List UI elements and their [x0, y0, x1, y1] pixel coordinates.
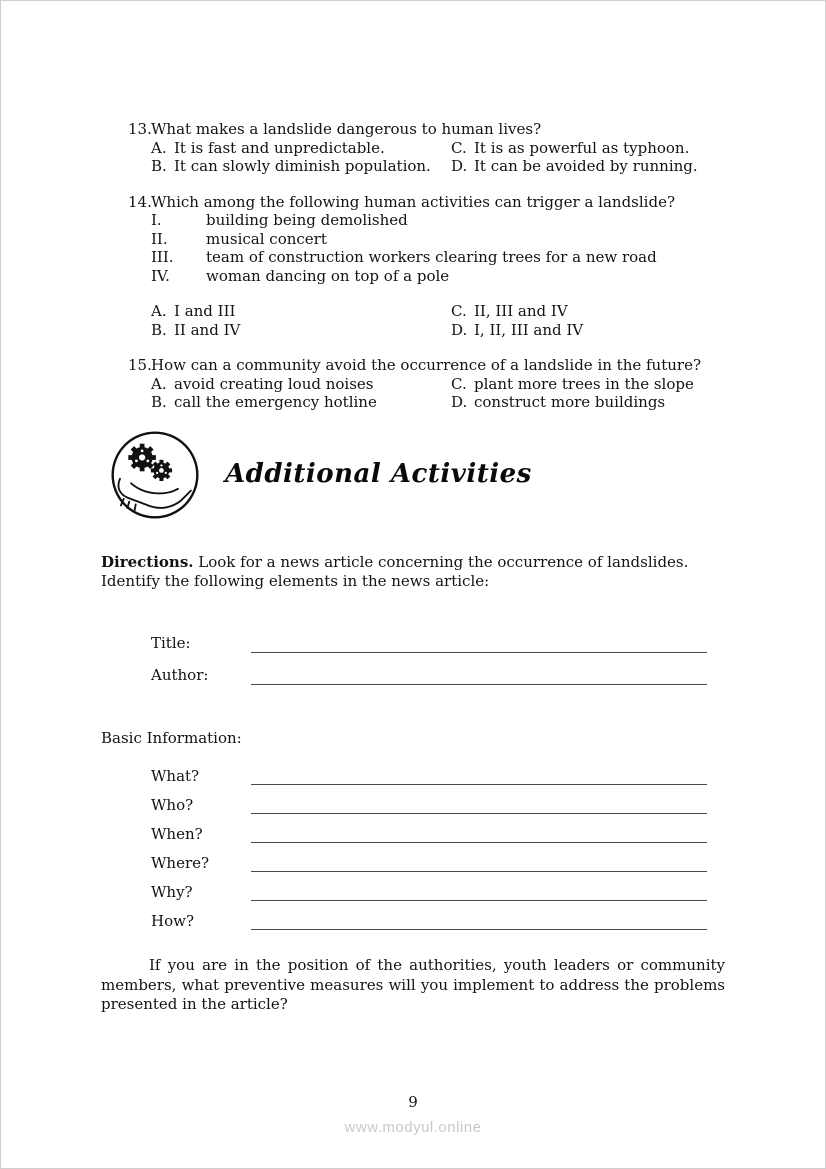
option-c-label: C.	[451, 302, 467, 320]
when-row	[151, 823, 707, 843]
item-i-label: I.	[151, 211, 162, 229]
option-a-label: A.	[151, 302, 167, 320]
question-14-items	[151, 211, 725, 285]
who-label: Who?	[151, 795, 194, 814]
author-label: Author:	[151, 666, 209, 684]
basic-information-label: Basic Information:	[101, 728, 242, 747]
what-row	[151, 765, 707, 785]
option-a-text: avoid creating loud noises	[174, 374, 374, 393]
where-label: Where?	[151, 853, 210, 872]
option-b-text: II and IV	[174, 320, 241, 339]
item-iii-label: III.	[151, 248, 174, 266]
why-label: Why?	[151, 882, 193, 901]
option-c-label: C.	[451, 138, 467, 157]
how-row	[151, 910, 707, 930]
question-15-text: How can a community avoid the occurrence of a landslide in the future?	[151, 356, 701, 374]
option-b-text: call the emergency hotline	[174, 393, 377, 411]
question-13-options	[151, 139, 725, 176]
why-row	[151, 881, 707, 901]
title-label: Title:	[151, 634, 191, 652]
question-15-options	[151, 375, 725, 412]
option-c-text: plant more trees in the slope	[474, 374, 694, 393]
question-15	[101, 356, 725, 412]
who-blank-line	[251, 797, 707, 814]
title-blank-line	[251, 636, 707, 653]
option-a-label: A.	[151, 374, 167, 393]
question-14-text: Which among the following human activities can trigger a landslide?	[151, 192, 675, 211]
how-blank-line	[251, 913, 707, 930]
closing-paragraph: If you are in the position of the authorities, youth leaders or community members, what preventive measures will you implement to address the problems presented in the article?	[101, 956, 725, 1013]
directions-text: Look for a news article concerning the occurrence of landslides. Identify the following elements in the news article:	[101, 552, 689, 590]
option-c-text: II, III and IV	[474, 302, 568, 320]
option-a-text: I and III	[174, 302, 236, 320]
what-blank-line	[251, 768, 707, 785]
option-d-text: construct more buildings	[474, 393, 666, 411]
option-b-text: It can slowly diminish population.	[174, 157, 431, 175]
where-blank-line	[251, 855, 707, 872]
directions-label: Directions.	[101, 552, 194, 571]
where-row	[151, 852, 707, 872]
option-d-text: I, II, III and IV	[474, 320, 584, 339]
when-label: When?	[151, 824, 203, 843]
item-i-text: building being demolished	[206, 211, 408, 229]
question-14-number: 14.	[128, 192, 152, 211]
option-c-label: C.	[451, 374, 467, 393]
item-iv-text: woman dancing on top of a pole	[206, 266, 450, 285]
option-d-label: D.	[451, 393, 468, 411]
directions-paragraph	[101, 553, 725, 591]
section-header	[109, 429, 725, 521]
question-14-options	[151, 302, 725, 339]
question-14-line	[101, 193, 725, 212]
what-label: What?	[151, 766, 200, 785]
section-title: Additional Activities	[225, 459, 532, 490]
item-iii-text: team of construction workers clearing trees for a new road	[206, 248, 657, 266]
author-row	[151, 665, 707, 685]
question-13-text: What makes a landslide dangerous to human lives?	[151, 120, 542, 138]
why-blank-line	[251, 884, 707, 901]
item-ii-label: II.	[151, 229, 168, 248]
question-15-line	[101, 356, 725, 375]
item-ii-text: musical concert	[206, 229, 327, 248]
how-label: How?	[151, 911, 194, 930]
author-blank-line	[251, 668, 707, 685]
basic-information-fields	[101, 765, 725, 930]
option-a-label: A.	[151, 138, 167, 157]
title-author-block	[101, 633, 725, 685]
watermark: www.modyul.online	[344, 1119, 482, 1136]
option-a-text: It is fast and unpredictable.	[174, 138, 385, 157]
when-blank-line	[251, 826, 707, 843]
question-13-number: 13.	[128, 120, 152, 138]
option-d-text: It can be avoided by running.	[474, 157, 698, 175]
item-iv-label: IV.	[151, 266, 170, 285]
gears-in-hand-icon	[109, 429, 201, 521]
question-13	[101, 120, 725, 176]
option-b-label: B.	[151, 157, 167, 175]
option-b-label: B.	[151, 320, 167, 339]
page-content	[1, 1, 825, 1015]
question-15-number: 15.	[128, 356, 152, 374]
who-row	[151, 794, 707, 814]
page-number: 9	[408, 1093, 418, 1111]
question-13-line	[101, 120, 725, 139]
option-b-label: B.	[151, 393, 167, 411]
option-c-text: It is as powerful as typhoon.	[474, 138, 690, 157]
option-d-label: D.	[451, 157, 468, 175]
question-14	[101, 193, 725, 340]
option-d-label: D.	[451, 320, 468, 339]
title-row	[151, 633, 707, 653]
